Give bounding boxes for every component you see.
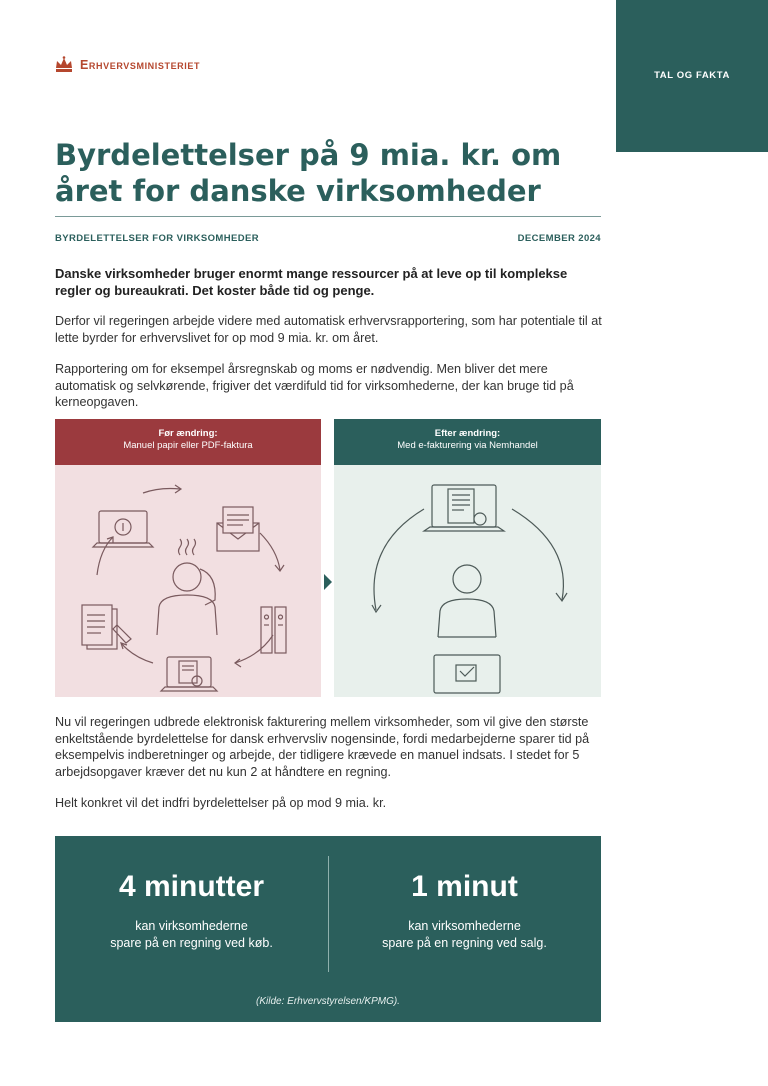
stressed-person-icon	[173, 563, 201, 591]
stat-value: 4 minutter	[118, 870, 265, 903]
after-panel	[334, 419, 601, 697]
before-panel-header	[55, 419, 321, 465]
title-line-2: året for danske virksomheder	[55, 174, 541, 208]
body-paragraph: Helt konkret vil det indfri byrdelettelser på op mod 9 mia. kr.	[55, 796, 387, 810]
ministry-logo	[54, 56, 200, 74]
category-label: BYRDELETTELSER FOR VIRKSOMHEDER	[55, 233, 259, 244]
stat-sale	[328, 868, 601, 951]
crown-icon	[54, 56, 74, 74]
before-subheading: Manuel papir eller PDF-faktura	[123, 440, 253, 451]
corner-tab	[616, 0, 768, 152]
before-panel	[55, 419, 321, 697]
stat-description-line: spare på en regning ved salg.	[382, 935, 547, 950]
page-title	[55, 137, 615, 209]
stat-description-line: spare på en regning ved køb.	[110, 935, 273, 950]
manual-process-illustration	[55, 465, 321, 697]
stat-description-line: kan virksomhederne	[135, 919, 248, 933]
logo-text: Erhvervsministeriet	[80, 58, 201, 72]
source-note: (Kilde: Erhvervstyrelsen/KPMG).	[256, 996, 400, 1007]
stat-purchase	[55, 868, 328, 951]
date-label: DECEMBER 2024	[517, 233, 601, 244]
title-line-1: Byrdelettelser på 9 mia. kr. om	[55, 138, 562, 172]
lead-paragraph: Danske virksomheder bruger enormt mange ressourcer på at leve op til komplekse regler og bureaukrati. Det koster både tid og penge.	[55, 266, 568, 298]
automatic-process-illustration	[334, 465, 601, 697]
stat-value: 1 minut	[411, 870, 518, 903]
body-paragraph: Nu vil regeringen udbrede elektronisk fakturering mellem virksomheder, som vil give den største enkeltstående byrdelettelse for dansk erhvervsliv nogensinde, fordi medarbejderne sparer tid på eksempelvis indberetninger og arbejde, der tidligere krævede en manuel indsats. I stedet for 5 arbejdsopgaver kræver det nu kun 2 at håndtere en regning.	[55, 715, 590, 779]
stats-box	[55, 836, 601, 1022]
after-heading: Efter ændring:	[434, 428, 501, 439]
title-rule	[55, 216, 601, 217]
corner-tab-label: TAL OG FAKTA	[654, 70, 730, 81]
stat-description	[328, 918, 601, 951]
before-heading: Før ændring:	[158, 428, 218, 439]
stat-description-line: kan virksomhederne	[408, 919, 521, 933]
relaxed-person-icon	[453, 565, 481, 593]
stat-description	[55, 918, 328, 951]
after-subheading: Med e-fakturering via Nemhandel	[397, 440, 538, 451]
transition-arrow-icon	[324, 574, 332, 590]
after-panel-header	[334, 419, 601, 465]
body-paragraph: Rapportering om for eksempel årsregnskab og moms er nødvendig. Men bliver det mere automatisk og selvkørende, frigiver det værdifuld tid for virksomhederne, der kan bruge tid på kerneopgaven.	[55, 362, 574, 409]
binders-icon	[261, 607, 272, 653]
body-paragraph: Derfor vil regeringen arbejde videre med automatisk erhvervsrapportering, som har potentiale til at lette byrder for erhvervslivet for op mod 9 mia. kr. om året.	[55, 314, 602, 345]
